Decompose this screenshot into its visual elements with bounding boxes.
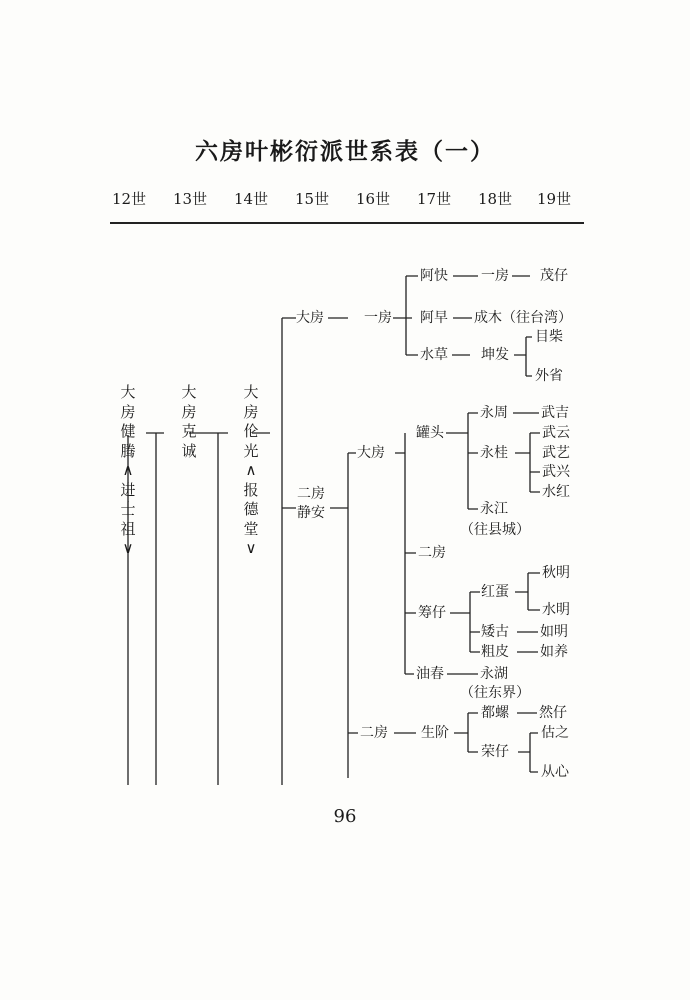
gen18-person: 荣仔 [481,744,509,760]
gen18-person: 永周 [480,405,508,421]
gen19-person: 武云 [542,425,570,441]
gen15-person: 大房 [296,310,324,326]
gen17-person: 油春 [416,666,444,682]
gen17-person: 阿快 [420,268,448,284]
generation-header: 13世 [173,190,208,208]
gen19-person: 目柴 [535,329,563,345]
generation-header: 14世 [234,190,269,208]
gen18-person: 坤发 [481,347,509,363]
generation-header: 16世 [356,190,391,208]
generation-header: 15世 [295,190,330,208]
gen19-person: 外省 [535,368,563,384]
gen19-person: 从心 [541,764,569,780]
gen18-note: （往县城） [460,522,530,538]
gen18-person: 红蛋 [481,584,509,600]
gen18-person: 矮古 [481,624,509,640]
generation-header: 12世 [112,190,147,208]
gen19-person: 如明 [540,624,568,640]
generation-header: 17世 [417,190,452,208]
gen19-person: 武兴 [542,464,570,480]
gen17-person: 生阶 [421,725,449,741]
gen18-person: 一房 [481,268,509,284]
gen15-person: 二房 [297,486,325,502]
gen16-person: 一房 [364,310,392,326]
gen18-person: 永湖 [480,666,508,682]
gen19-person: 茂仔 [540,268,568,284]
gen19-person: 如养 [540,644,568,660]
gen13-person: 大房克诚 [181,383,197,460]
gen16-person: 二房 [360,725,388,741]
gen12-person: 大房健腾∧进士祖∨ [120,383,136,557]
generation-header: 19世 [537,190,572,208]
gen19-person: 估之 [541,725,569,741]
gen16-person: 大房 [357,445,385,461]
gen19-person: 然仔 [539,705,567,721]
gen19-person: 武吉 [541,405,569,421]
gen17-person: 罐头 [416,425,444,441]
gen18-person: 成木（往台湾） [474,310,572,326]
gen18-person: 粗皮 [481,644,509,660]
gen17-person: 水草 [420,347,448,363]
gen19-person: 武艺 [542,445,570,461]
gen19-person: 秋明 [542,565,570,581]
page-number: 96 [333,806,357,827]
gen15-person-name: 静安 [297,505,325,521]
page-title: 六房叶彬衍派世系表（一） [195,138,495,165]
gen18-person: 永桂 [480,445,508,461]
gen17-person: 二房 [418,545,446,561]
generation-header: 18世 [478,190,513,208]
gen17-person: 阿早 [420,310,448,326]
gen19-person: 水明 [542,602,570,618]
gen18-person: 永江 [480,501,508,517]
gen18-person: 都螺 [481,705,509,721]
gen17-person: 筹仔 [418,605,446,621]
gen14-person: 大房伦光∧报德堂∨ [243,383,259,557]
gen19-person: 水红 [542,484,570,500]
gen18-note: （往东界） [460,685,530,701]
